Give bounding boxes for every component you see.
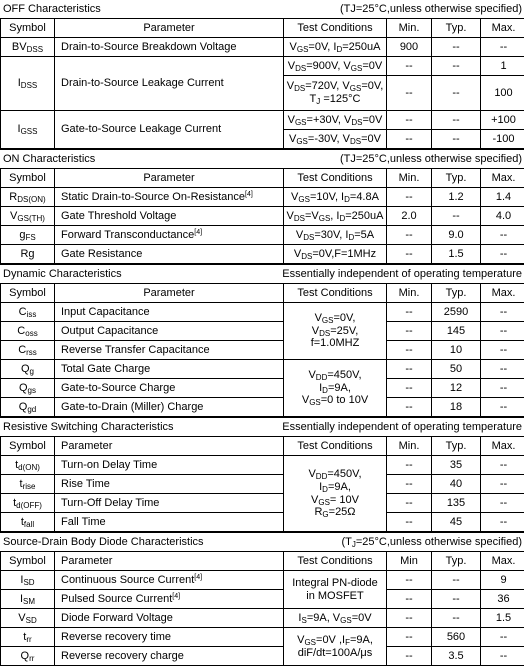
max-value: 36 [481,590,524,609]
table-row [1,398,524,417]
symbol: $g_{FS}$ [1,226,55,245]
header-typ: Typ. [432,19,481,38]
parameter: Gate-to-Source Leakage Current [55,111,284,149]
typ-value: 35 [432,456,481,475]
header-max: Max. [481,284,524,303]
parameter: Turn-Off Delay Time [55,494,284,513]
table-row [1,341,524,360]
parameter: Reverse recovery time [55,628,284,647]
section-title-switching [0,417,524,436]
header-row [1,437,524,456]
header-typ: Typ. [432,552,481,571]
typ-value: -- [432,76,481,111]
section-note: Essentially independent of operating temperature [282,421,522,433]
test-condition: $V_{DS}=900V$, $V_{GS}=0V$ [284,57,387,76]
parameter: Drain-to-Source Breakdown Voltage [55,38,284,57]
parameter: Diode Forward Voltage [55,609,284,628]
typ-value: 10 [432,341,481,360]
typ-value: -- [432,590,481,609]
header-typ: Typ. [432,169,481,188]
test-condition: $V_{DS}=V_{GS}$, $I_D=250uA$ [284,207,387,226]
typ-value: 3.5 [432,647,481,666]
header-min: Min. [387,437,432,456]
dynamic-characteristics-table [0,283,524,417]
test-condition: $V_{GS}=0V$ $,I_F=9A$, diF/dt=100A/μs [284,628,387,666]
symbol: $t_{rr}$ [1,628,55,647]
max-value: -- [481,494,524,513]
typ-value: 1.2 [432,188,481,207]
symbol: $C_{oss}$ [1,322,55,341]
parameter: Reverse Transfer Capacitance [55,341,284,360]
header-symbol: Symbol [1,169,55,188]
typ-value: 9.0 [432,226,481,245]
min-value: -- [387,590,432,609]
section-title-off [0,0,524,18]
min-value: -- [387,245,432,264]
test-condition: $I_S=9A$, $V_{GS}=0V$ [284,609,387,628]
min-value: -- [387,57,432,76]
typ-value: 560 [432,628,481,647]
table-row [1,245,524,264]
header-typ: Typ. [432,437,481,456]
max-value: 9 [481,571,524,590]
typ-value: 12 [432,379,481,398]
typ-value: 45 [432,513,481,532]
parameter: Continuous Source Current[4] [55,571,284,590]
symbol: $t_{d(OFF)}$ [1,494,55,513]
symbol: $I_{GSS}$ [1,111,55,149]
diode-characteristics-table [0,551,524,666]
test-condition: Integral PN-diode in MOSFET [284,571,387,609]
symbol: $Q_{gs}$ [1,379,55,398]
header-min: Min. [387,169,432,188]
min-value: -- [387,130,432,149]
section-title: OFF Characteristics [3,3,101,15]
test-condition: $V_{GS}=-30V$, $V_{DS}=0V$ [284,130,387,149]
header-symbol: Symbol [1,19,55,38]
max-value: -- [481,341,524,360]
header-parameter: Parameter [55,19,284,38]
table-row [1,111,524,130]
test-condition: $V_{GS}=10V$, $I_D=4.8A$ [284,188,387,207]
table-row [1,57,524,76]
header-test-conditions: Test Conditions [284,19,387,38]
header-symbol: Symbol [1,552,55,571]
section-title: Dynamic Characteristics [3,268,122,280]
header-parameter: Parameter [55,552,284,571]
min-value: -- [387,322,432,341]
symbol: $t_{d(ON)}$ [1,456,55,475]
table-row [1,456,524,475]
section-title: Source-Drain Body Diode Characteristics [3,536,204,548]
symbol: $BV_{DSS}$ [1,38,55,57]
max-value: -- [481,647,524,666]
section-note: (TJ=25°C,unless otherwise specified) [339,3,522,15]
symbol: $t_{rise}$ [1,475,55,494]
parameter: Gate-to-Source Charge [55,379,284,398]
table-row [1,590,524,609]
parameter: Input Capacitance [55,303,284,322]
header-min: Min [387,552,432,571]
header-typ: Typ. [432,284,481,303]
typ-value: 135 [432,494,481,513]
max-value: -- [481,513,524,532]
min-value: -- [387,571,432,590]
min-value: -- [387,398,432,417]
parameter: Gate Resistance [55,245,284,264]
max-value: -100 [481,130,524,149]
table-row [1,322,524,341]
max-value: -- [481,322,524,341]
symbol: $V_{SD}$ [1,609,55,628]
parameter: Output Capacitance [55,322,284,341]
parameter: Gate Threshold Voltage [55,207,284,226]
header-max: Max. [481,19,524,38]
min-value: -- [387,226,432,245]
section-title: Resistive Switching Characteristics [3,421,174,433]
symbol: $Q_{rr}$ [1,647,55,666]
header-min: Min. [387,19,432,38]
typ-value: 1.5 [432,245,481,264]
parameter: Reverse recovery charge [55,647,284,666]
min-value: -- [387,379,432,398]
table-row [1,647,524,666]
max-value: 4.0 [481,207,524,226]
table-row [1,609,524,628]
header-test-conditions: Test Conditions [284,169,387,188]
test-condition: $V_{GS}=0V$, $V_{DS}=25V$, f=1.0MHZ [284,303,387,360]
header-parameter: Parameter [55,437,284,456]
symbol: $C_{iss}$ [1,303,55,322]
max-value: -- [481,38,524,57]
table-row [1,379,524,398]
min-value: -- [387,609,432,628]
table-row [1,226,524,245]
min-value: -- [387,475,432,494]
max-value: -- [481,303,524,322]
test-condition: $V_{DS}=720V$, $V_{GS}=0V$, $T_J =125^\circ C$ [284,76,387,111]
symbol: $I_{SD}$ [1,571,55,590]
header-row [1,552,524,571]
typ-value: -- [432,130,481,149]
symbol: $R_{DS(ON)}$ [1,188,55,207]
parameter: Turn-on Delay Time [55,456,284,475]
header-symbol: Symbol [1,284,55,303]
typ-value: -- [432,207,481,226]
parameter: Fall Time [55,513,284,532]
header-min: Min. [387,284,432,303]
symbol: $Q_{gd}$ [1,398,55,417]
header-max: Max. [481,437,524,456]
max-value: -- [481,475,524,494]
typ-value: 2590 [432,303,481,322]
symbol: $I_{SM}$ [1,590,55,609]
header-row [1,19,524,38]
min-value: -- [387,360,432,379]
header-row [1,284,524,303]
header-max: Max. [481,169,524,188]
test-condition: $V_{DS}=30V$, $I_D=5A$ [284,226,387,245]
table-row [1,303,524,322]
max-value: 1.4 [481,188,524,207]
typ-value: 40 [432,475,481,494]
parameter: Total Gate Charge [55,360,284,379]
symbol: Rg [1,245,55,264]
typ-value: -- [432,111,481,130]
min-value: -- [387,494,432,513]
max-value: +100 [481,111,524,130]
table-row [1,207,524,226]
table-row [1,475,524,494]
min-value: 2.0 [387,207,432,226]
typ-value: -- [432,38,481,57]
header-parameter: Parameter [55,169,284,188]
section-note: Essentially independent of operating temperature [282,268,522,280]
test-condition: $V_{GS}=0V$, $I_D=250uA$ [284,38,387,57]
min-value: -- [387,628,432,647]
test-condition: $V_{DD}=450V$, $I_D=9A$, $V_{GS}=0$ to 10V [284,360,387,417]
switching-characteristics-table [0,436,524,532]
parameter: Drain-to-Source Leakage Current [55,57,284,111]
on-characteristics-table [0,168,524,264]
table-row [1,494,524,513]
min-value: -- [387,111,432,130]
symbol: $t_{fall}$ [1,513,55,532]
min-value: -- [387,303,432,322]
header-symbol: Symbol [1,437,55,456]
min-value: -- [387,76,432,111]
symbol: $I_{DSS}$ [1,57,55,111]
table-row [1,360,524,379]
header-test-conditions: Test Conditions [284,552,387,571]
max-value: 100 [481,76,524,111]
parameter: Static Drain-to-Source On-Resistance[4] [55,188,284,207]
table-row [1,571,524,590]
min-value: -- [387,188,432,207]
table-row [1,513,524,532]
section-note: (TJ=25°C,unless otherwise specified) [339,153,522,165]
max-value: -- [481,628,524,647]
test-condition: $V_{DD}=450V$, $I_D=9A$, $V_{GS}= 10V$ $R_G=25\Omega$ [284,456,387,532]
min-value: -- [387,513,432,532]
min-value: -- [387,456,432,475]
max-value: -- [481,379,524,398]
table-row [1,628,524,647]
symbol: $Q_g$ [1,360,55,379]
max-value: -- [481,456,524,475]
header-test-conditions: Test Conditions [284,284,387,303]
max-value: -- [481,245,524,264]
min-value: 900 [387,38,432,57]
table-row [1,38,524,57]
symbol: $V_{GS(TH)}$ [1,207,55,226]
max-value: -- [481,398,524,417]
parameter: Gate-to-Drain (Miller) Charge [55,398,284,417]
symbol: $C_{rss}$ [1,341,55,360]
min-value: -- [387,341,432,360]
section-title-dynamic [0,264,524,283]
max-value: -- [481,226,524,245]
off-characteristics-table [0,18,524,149]
typ-value: -- [432,609,481,628]
max-value: 1.5 [481,609,524,628]
section-title-diode [0,532,524,551]
table-row [1,188,524,207]
max-value: -- [481,360,524,379]
header-max: Max. [481,552,524,571]
section-note: ($T_J=25^\circ C,unless$ otherwise specified) [341,536,522,549]
section-title: ON Characteristics [3,153,96,165]
typ-value: 50 [432,360,481,379]
section-title-on [0,149,524,168]
header-parameter: Parameter [55,284,284,303]
max-value: 1 [481,57,524,76]
header-row [1,169,524,188]
parameter: Rise Time [55,475,284,494]
typ-value: 18 [432,398,481,417]
header-test-conditions: Test Conditions [284,437,387,456]
typ-value: 145 [432,322,481,341]
test-condition: $V_{GS}=+30V$, $V_{DS}=0V$ [284,111,387,130]
min-value: -- [387,647,432,666]
test-condition: $V_{DS}=0V,F=1MHz$ [284,245,387,264]
parameter: Forward Transconductance[4] [55,226,284,245]
parameter: Pulsed Source Current[4] [55,590,284,609]
typ-value: -- [432,571,481,590]
typ-value: -- [432,57,481,76]
